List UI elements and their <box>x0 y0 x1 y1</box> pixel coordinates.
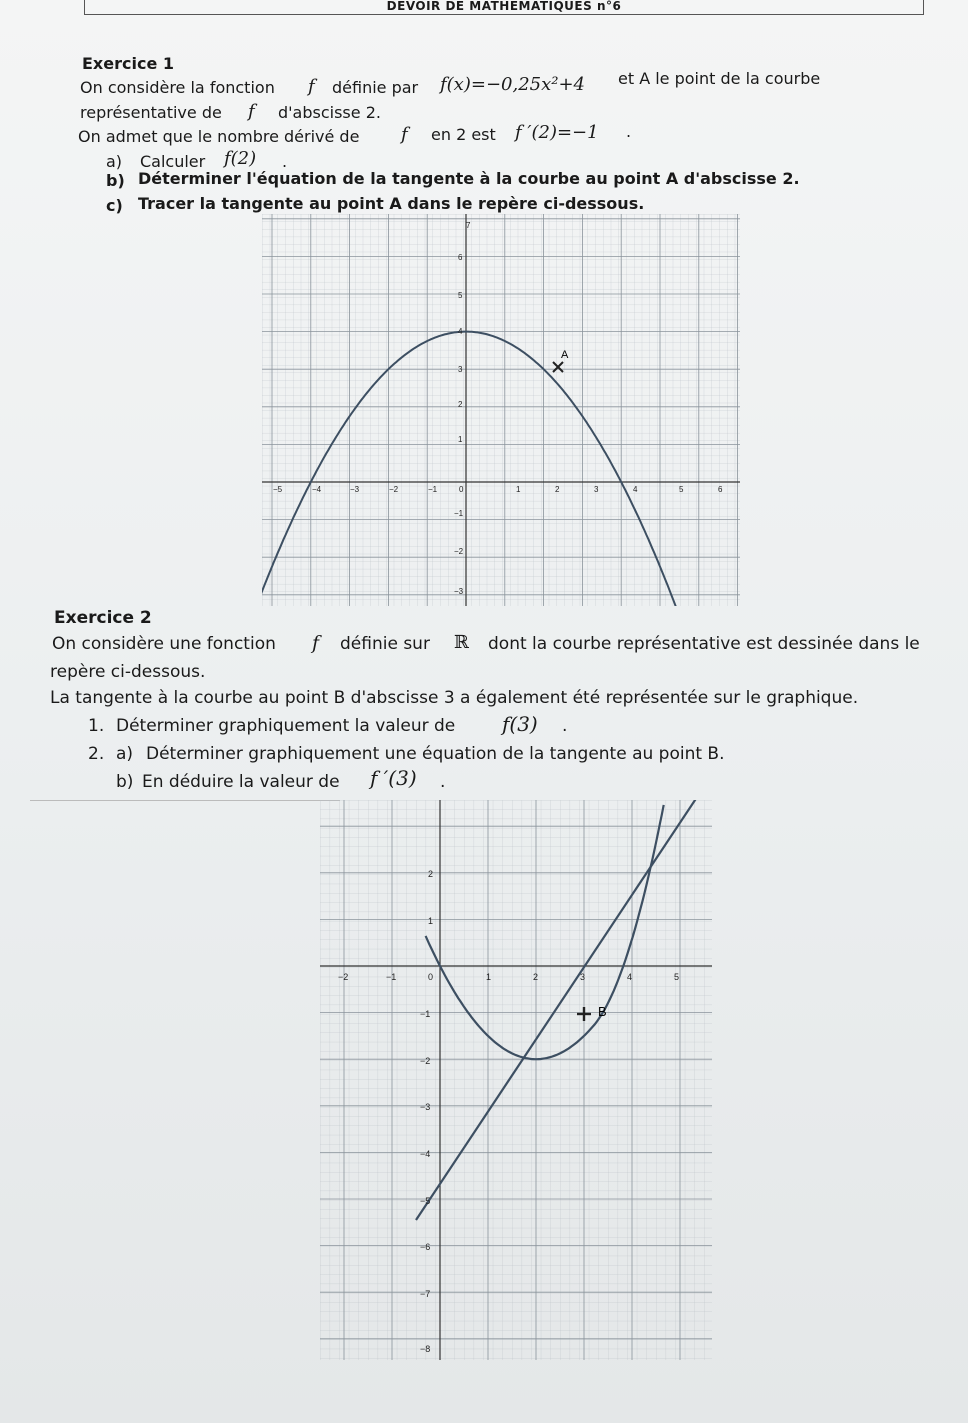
graph-1-ytick: 5 <box>458 291 463 300</box>
ex1-line2-a: représentative de <box>80 103 222 122</box>
graph-1-xtick: −2 <box>389 485 399 494</box>
graph-1-xtick: 0 <box>459 485 464 494</box>
ex1-qa-formula: f(2) <box>224 148 257 169</box>
graph-2-point-b-label: B <box>598 1004 607 1019</box>
ex2-line1-f: f <box>312 632 320 654</box>
graph-2-xtick: 1 <box>486 972 492 982</box>
graph-2-xtick: 5 <box>674 972 680 982</box>
graph-1-ytick: 3 <box>458 365 463 374</box>
graph-1-ytick: −1 <box>454 509 464 518</box>
ex1-derivative-value: f ′(2)=−1 <box>515 122 599 143</box>
ex1-line2-f: f <box>248 101 255 122</box>
graph-1 <box>262 214 740 606</box>
graph-2-ytick: −1 <box>420 1009 431 1019</box>
ex2-q2-label: 2. <box>88 744 105 764</box>
graph-1-xtick: 2 <box>555 485 560 494</box>
graph-2-ytick: −4 <box>420 1149 431 1159</box>
graph-2-xtick: 3 <box>580 972 586 982</box>
graph-1-ytick: 7 <box>466 221 471 230</box>
ex1-qa-label: a) <box>106 152 123 171</box>
graph-1-xtick: 3 <box>594 485 599 494</box>
ex2-q1-label: 1. <box>88 716 105 736</box>
graph-1-xtick: −3 <box>350 485 360 494</box>
graph-1-ytick: 2 <box>458 400 463 409</box>
ex2-line1-real-set: ℝ <box>454 632 469 653</box>
graph-2-xtick: −1 <box>386 972 397 982</box>
ex1-line2-b: d'abscisse 2. <box>278 103 381 122</box>
ex2-q2b-end: . <box>440 772 446 792</box>
ex1-line1-f: f <box>308 76 315 97</box>
ex1-qc-text: Tracer la tangente au point A dans le repère ci-dessous. <box>138 194 645 213</box>
graph-1-minor-grid <box>262 214 740 606</box>
graph-2-ytick: −8 <box>420 1344 431 1354</box>
header-title: DEVOIR DE MATHÉMATIQUES n°6 <box>84 0 924 15</box>
graph-2-ytick: −6 <box>420 1242 431 1252</box>
ex1-line3-a: On admet que le nombre dérivé de <box>78 127 360 146</box>
ex1-line3-b: en 2 est <box>431 125 496 144</box>
ex2-q2a-label: a) <box>116 744 134 764</box>
graph-1-ytick: 1 <box>458 435 463 444</box>
graph-1-xtick: −4 <box>312 485 322 494</box>
graph-2-xtick: 0 <box>428 972 434 982</box>
ex2-q2a-text: Déterminer graphiquement une équation de la tangente au point B. <box>146 744 725 764</box>
graph-1-ytick: 4 <box>458 327 463 336</box>
ex1-line3-end: . <box>626 122 632 141</box>
graph-1-xtick: −1 <box>428 485 438 494</box>
graph-1-xtick: 6 <box>718 485 723 494</box>
graph-2-ytick: −7 <box>420 1289 431 1299</box>
ex2-line2: repère ci-dessous. <box>50 662 206 682</box>
ex2-q1-text: Déterminer graphiquement la valeur de <box>116 716 456 736</box>
ex1-line1-a: On considère la fonction <box>80 78 275 97</box>
divider-line <box>30 800 340 801</box>
graph-1-xtick: −5 <box>273 485 283 494</box>
ex2-q1-end: . <box>562 716 568 736</box>
graph-2-ytick: −3 <box>420 1102 431 1112</box>
ex2-q2b-formula: f ′(3) <box>370 766 417 790</box>
ex2-q1-formula: f(3) <box>502 712 538 736</box>
ex2-line1-b: définie sur <box>340 634 430 654</box>
ex2-line3: La tangente à la courbe au point B d'abscisse 3 a également été représentée sur le graphique. <box>50 688 859 708</box>
ex2-line1-a: On considère une fonction <box>52 634 276 654</box>
graph-2-ytick: −5 <box>420 1196 431 1206</box>
graph-1-ytick: −2 <box>454 547 464 556</box>
graph-2-xtick: 4 <box>627 972 633 982</box>
ex2-line1-c: dont la courbe représentative est dessinée dans le <box>488 634 920 654</box>
graph-2-xtick: 2 <box>533 972 539 982</box>
ex1-qa-text: Calculer <box>140 152 206 171</box>
graph-2-minor-grid <box>320 800 712 1360</box>
graph-1-xtick: 4 <box>633 485 638 494</box>
graph-1-xtick: 5 <box>679 485 684 494</box>
graph-2-ytick: 1 <box>428 916 434 926</box>
ex1-qb-label: b) <box>106 171 125 190</box>
exercise-1-title: Exercice 1 <box>82 54 174 73</box>
graph-1-xtick: 1 <box>516 485 521 494</box>
ex1-qb-text: Déterminer l'équation de la tangente à la courbe au point A d'abscisse 2. <box>138 169 800 188</box>
ex1-qc-label: c) <box>106 196 123 215</box>
ex1-qa-end: . <box>282 152 288 171</box>
graph-2-ytick: −2 <box>420 1056 431 1066</box>
exercise-2-title: Exercice 2 <box>54 608 152 628</box>
ex2-q2b-label: b) <box>116 772 134 792</box>
graph-1-point-a-label: A <box>561 349 569 361</box>
graph-1-ytick: −3 <box>454 587 464 596</box>
ex1-line3-f: f <box>401 124 408 145</box>
ex1-function-formula: f(x)=−0,25x²+4 <box>440 74 586 95</box>
graph-2-xtick: −2 <box>338 972 349 982</box>
ex1-line1-c: et A le point de la courbe <box>618 69 821 88</box>
graph-2 <box>320 800 712 1360</box>
graph-2-ytick: 2 <box>428 869 434 879</box>
graph-1-ytick: 6 <box>458 253 463 262</box>
ex1-line1-b: définie par <box>332 78 419 97</box>
ex2-q2b-text: En déduire la valeur de <box>142 772 340 792</box>
